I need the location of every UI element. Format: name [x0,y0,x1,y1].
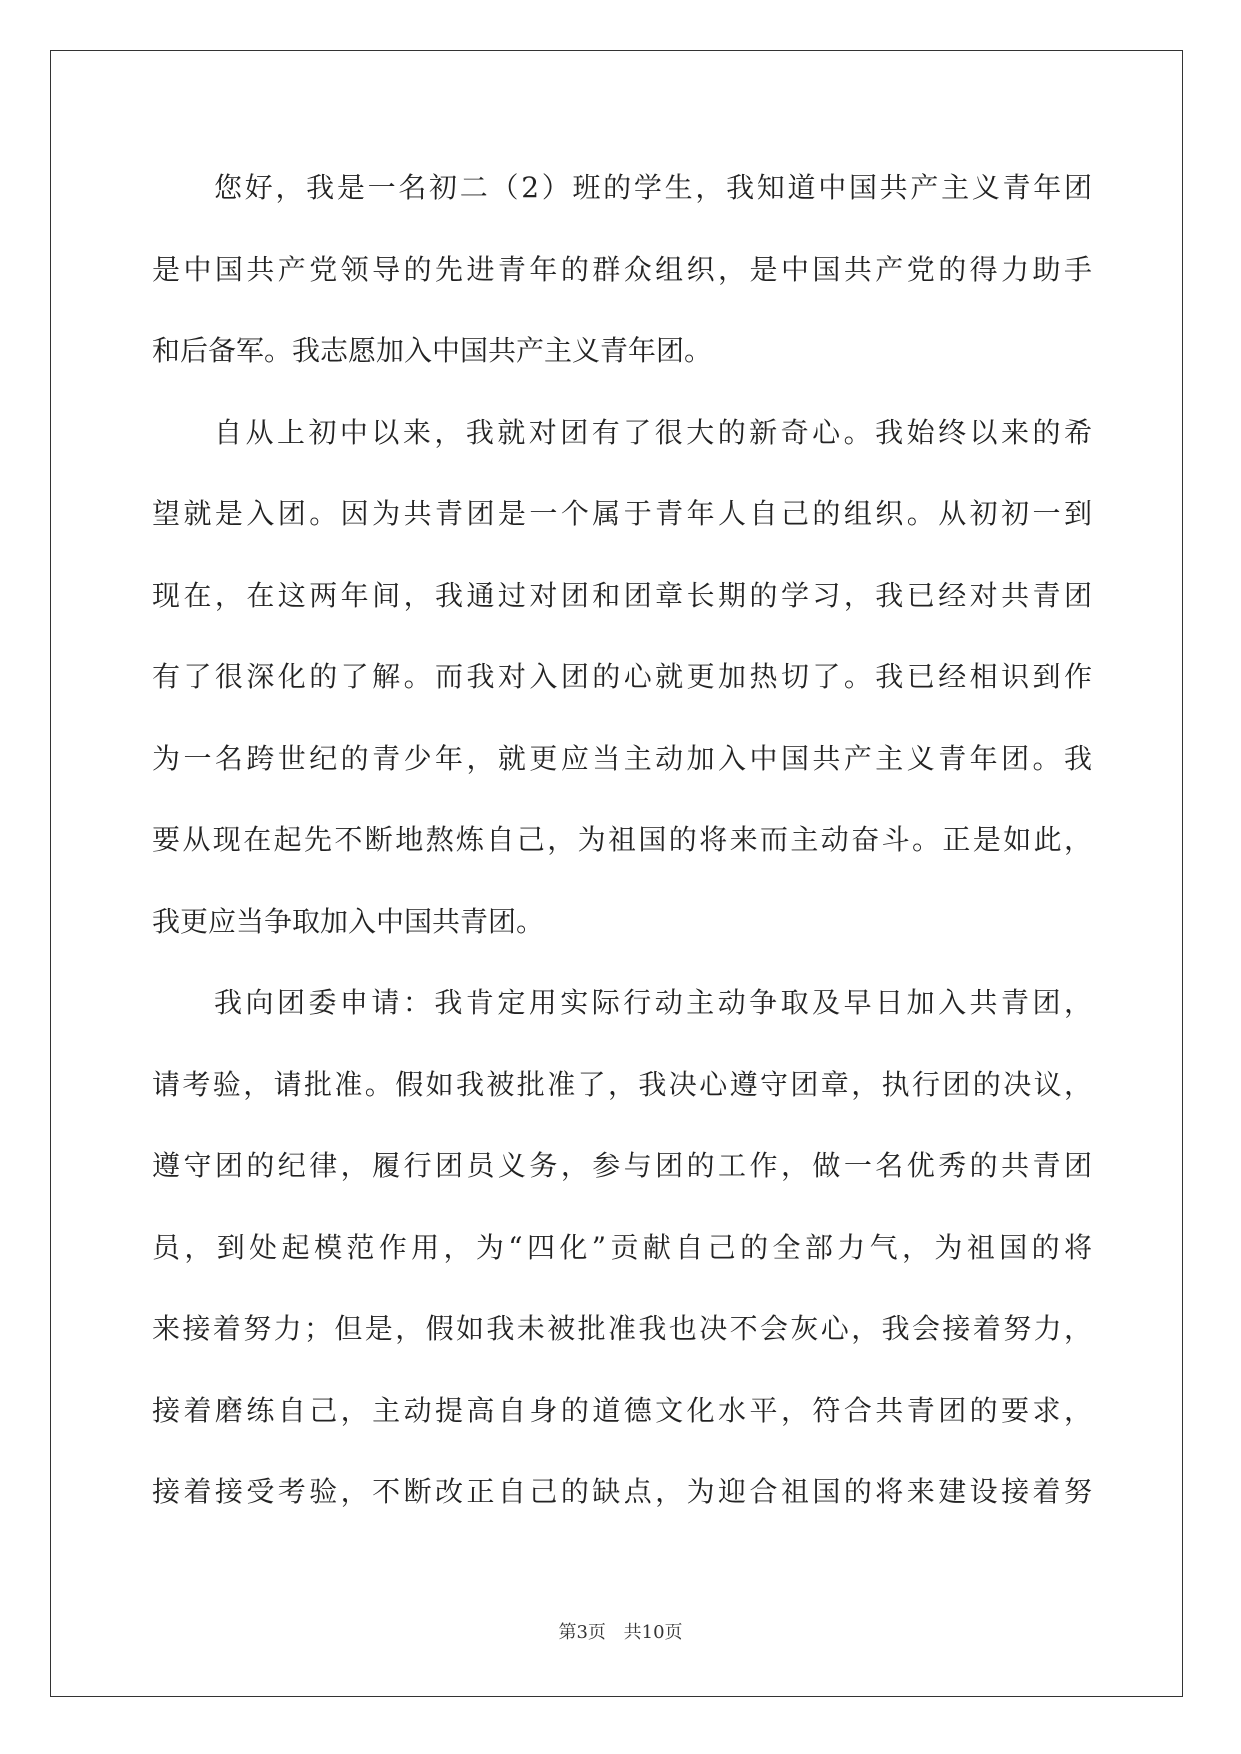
page-number: 第3页 [558,1622,606,1643]
paragraph-2-line-7: 我更应当争取加入中国共青团。 [152,904,545,938]
paragraph-3-line-1: 我向团委申请：我肯定用实际行动主动争取及早日加入共青团， [214,986,1092,1019]
paragraph-2-line-3: 现在，在这两年间，我通过对团和团章长期的学习，我已经对共青团 [152,578,1092,612]
paragraph-1-line-1: 您好，我是一名初二（2）班的学生，我知道中国共产主义青年团 [214,171,1092,204]
document-body [152,168,1092,1554]
paragraph-3-line-5: 来接着努力；但是，假如我未被批准我也决不会灰心，我会接着努力， [152,1312,1092,1345]
page-total: 共10页 [623,1622,683,1643]
paragraph-2-line-2: 望就是入团。因为共青团是一个属于青年人自己的组织。从初初一到 [152,497,1092,530]
paragraph-1-line-3: 和后备军。我志愿加入中国共产主义青年团。 [152,334,713,367]
paragraph-1-line-2: 是中国共产党领导的先进青年的群众组织，是中国共产党的得力助手 [152,252,1092,286]
paragraph-3-line-4: 员，到处起模范作用，为“四化”贡献自己的全部力气，为祖国的将 [152,1230,1092,1264]
paragraph-3-line-2: 请考验，请批准。假如我被批准了，我决心遵守团章，执行团的决议， [152,1067,1092,1101]
paragraph-2-line-4: 有了很深化的了解。而我对入团的心就更加热切了。我已经相识到作 [152,660,1092,693]
paragraph-3-line-3: 遵守团的纪律，履行团员义务，参与团的工作，做一名优秀的共青团 [152,1149,1092,1182]
paragraph-2-line-5: 为一名跨世纪的青少年，就更应当主动加入中国共产主义青年团。我 [152,741,1092,775]
paragraph-2-line-1: 自从上初中以来，我就对团有了很大的新奇心。我始终以来的希 [214,415,1092,449]
paragraph-3-line-7: 接着接受考验，不断改正自己的缺点，为迎合祖国的将来建设接着努 [152,1475,1092,1508]
paragraph-3-line-6: 接着磨练自己，主动提高自身的道德文化水平，符合共青团的要求， [152,1393,1092,1427]
page-footer [0,1618,1241,1644]
paragraph-2-line-6: 要从现在起先不断地熬炼自己，为祖国的将来而主动奋斗。正是如此， [152,823,1092,856]
